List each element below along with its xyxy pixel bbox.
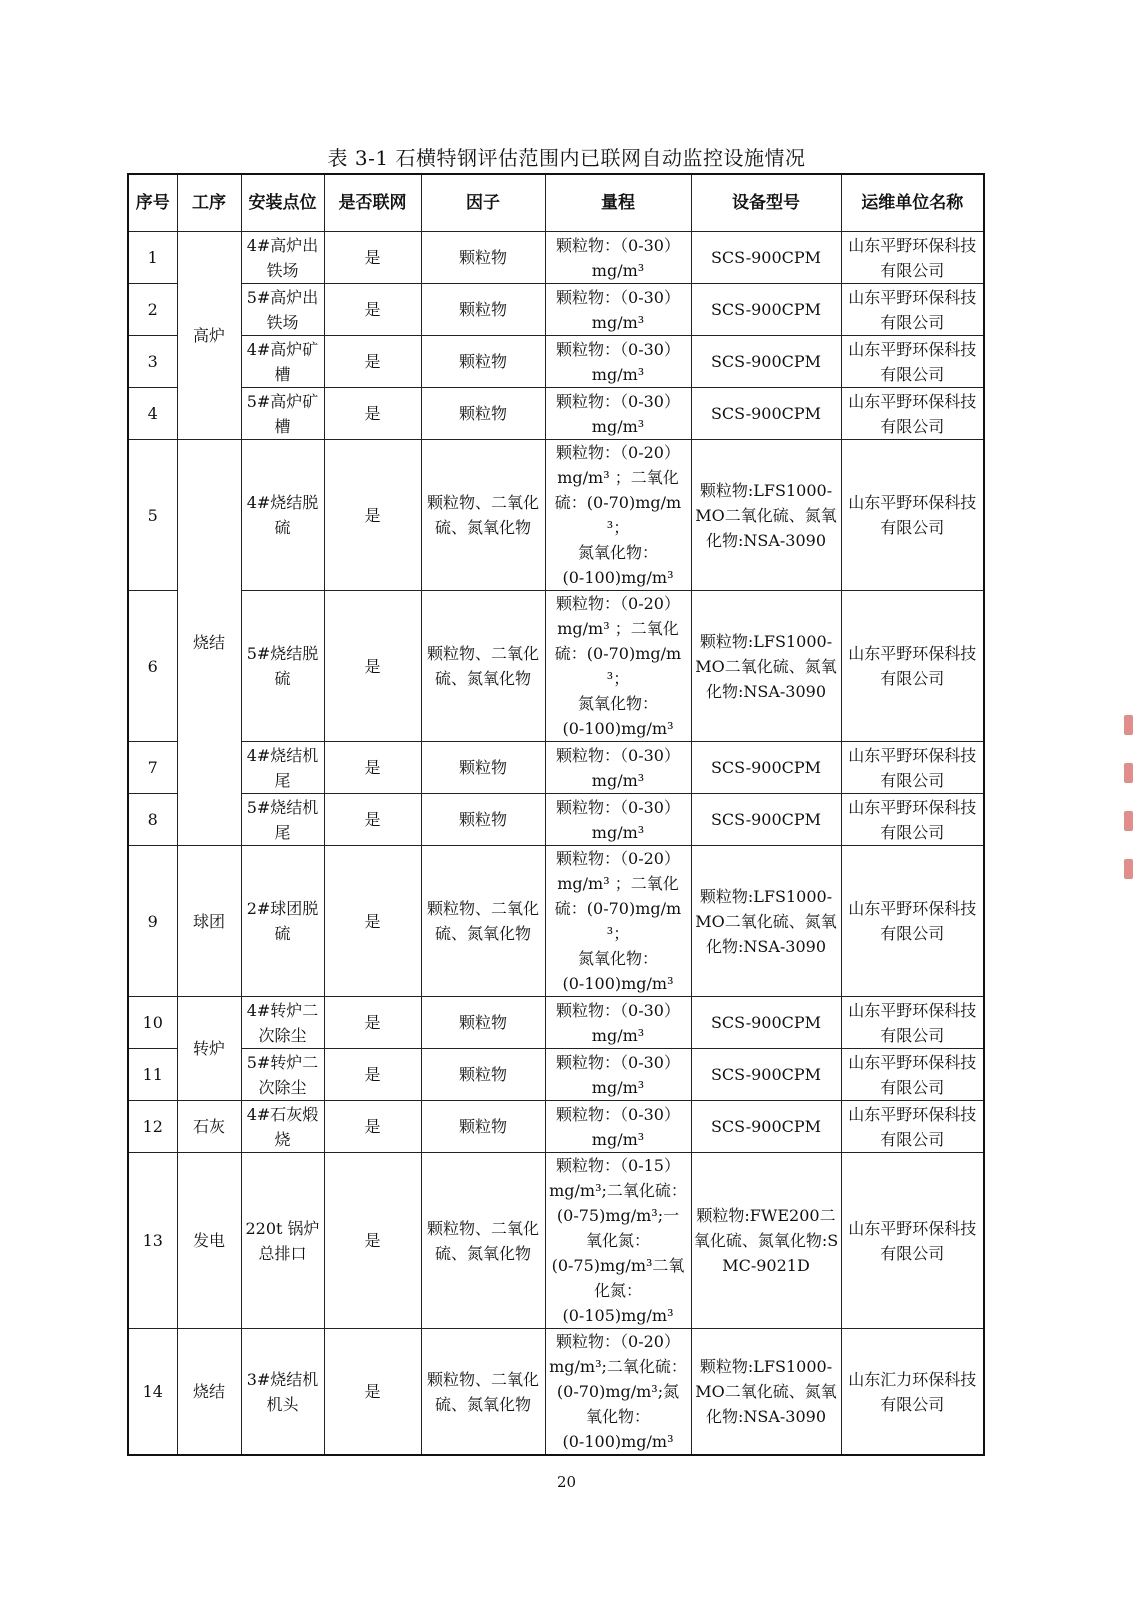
range-cell xyxy=(545,388,691,440)
model-cell: 颗粒物:LFS1000-MO二氧化硫、氮氧化物:NSA-3090 xyxy=(691,440,841,591)
model-cell: SCS-900CPM xyxy=(691,232,841,284)
range-line: 颗粒物：（0-30） xyxy=(556,391,680,411)
header-cell: 量程 xyxy=(545,174,691,232)
location-cell: 4#高炉矿槽 xyxy=(241,336,324,388)
range-cell xyxy=(545,997,691,1049)
range-line: 颗粒物：（0-30） xyxy=(556,1104,680,1124)
range-line: 颗粒物：（0-30） xyxy=(556,235,680,255)
row-number-cell: 11 xyxy=(128,1049,177,1101)
row-number-cell: 10 xyxy=(128,997,177,1049)
range-line: mg/m³ xyxy=(591,416,645,436)
process-cell: 烧结 xyxy=(177,440,241,846)
header-cell: 工序 xyxy=(177,174,241,232)
range-cell xyxy=(545,846,691,997)
range-line: 颗粒物：（0-30） xyxy=(556,1000,680,1020)
company-cell: 山东平野环保科技有限公司 xyxy=(841,846,984,997)
row-number-cell: 2 xyxy=(128,284,177,336)
range-line: 硫：(0-70)mg/m³； xyxy=(554,493,682,537)
range-line: mg/m³ ；二氧化 xyxy=(557,619,679,638)
location-cell: 5#烧结机尾 xyxy=(241,794,324,846)
company-cell: 山东平野环保科技有限公司 xyxy=(841,1049,984,1101)
process-cell: 转炉 xyxy=(177,997,241,1101)
range-line: 氮氧化物： xyxy=(577,694,658,713)
company-cell: 山东平野环保科技有限公司 xyxy=(841,232,984,284)
range-line: (0-70)mg/m³;氮 xyxy=(556,1382,680,1401)
model-cell: SCS-900CPM xyxy=(691,742,841,794)
factor-cell: 颗粒物 xyxy=(421,742,545,794)
networked-cell: 是 xyxy=(324,1049,421,1101)
row-number-cell: 12 xyxy=(128,1101,177,1153)
model-cell: 颗粒物:LFS1000-MO二氧化硫、氮氧化物:NSA-3090 xyxy=(691,846,841,997)
factor-cell: 颗粒物 xyxy=(421,284,545,336)
range-line: (0-75)mg/m³;一 xyxy=(556,1206,680,1225)
company-cell: 山东平野环保科技有限公司 xyxy=(841,742,984,794)
range-line: 硫：(0-70)mg/m³； xyxy=(554,899,682,943)
range-line: 颗粒物：（0-20） xyxy=(556,1332,680,1351)
range-line: mg/m³ ；二氧化 xyxy=(557,468,679,487)
model-cell: SCS-900CPM xyxy=(691,794,841,846)
range-line: (0-75)mg/m³二氧 xyxy=(551,1256,685,1275)
header-cell: 序号 xyxy=(128,174,177,232)
networked-cell: 是 xyxy=(324,846,421,997)
monitoring-table xyxy=(127,173,985,1456)
range-line: 氮氧化物： xyxy=(577,949,658,968)
model-cell: SCS-900CPM xyxy=(691,284,841,336)
range-line: mg/m³ xyxy=(591,364,645,384)
process-cell: 高炉 xyxy=(177,232,241,440)
table-row xyxy=(128,232,984,284)
range-cell xyxy=(545,1101,691,1153)
networked-cell: 是 xyxy=(324,1329,421,1456)
factor-cell: 颗粒物 xyxy=(421,232,545,284)
range-line: (0-100)mg/m³ xyxy=(562,719,674,738)
table-row xyxy=(128,284,984,336)
factor-cell: 颗粒物 xyxy=(421,1101,545,1153)
range-line: mg/m³ xyxy=(591,1077,645,1097)
company-cell: 山东平野环保科技有限公司 xyxy=(841,440,984,591)
range-line: mg/m³;二氧化硫： xyxy=(549,1357,687,1376)
range-line: 氧化氮： xyxy=(585,1231,650,1250)
factor-cell: 颗粒物、二氧化硫、氮氧化物 xyxy=(421,1153,545,1329)
company-cell: 山东汇力环保科技有限公司 xyxy=(841,1329,984,1456)
table-row xyxy=(128,388,984,440)
model-cell: SCS-900CPM xyxy=(691,336,841,388)
location-cell: 5#转炉二次除尘 xyxy=(241,1049,324,1101)
range-cell xyxy=(545,336,691,388)
row-number-cell: 3 xyxy=(128,336,177,388)
range-line: mg/m³ xyxy=(591,1129,645,1149)
table-row xyxy=(128,742,984,794)
table-header-row xyxy=(128,174,984,232)
table-row xyxy=(128,997,984,1049)
networked-cell: 是 xyxy=(324,1101,421,1153)
process-cell: 发电 xyxy=(177,1153,241,1329)
networked-cell: 是 xyxy=(324,997,421,1049)
range-cell xyxy=(545,1329,691,1456)
model-cell: SCS-900CPM xyxy=(691,1101,841,1153)
company-cell: 山东平野环保科技有限公司 xyxy=(841,591,984,742)
factor-cell: 颗粒物、二氧化硫、氮氧化物 xyxy=(421,1329,545,1456)
page-number: 20 xyxy=(556,1473,577,1491)
range-cell xyxy=(545,794,691,846)
range-line: mg/m³;二氧化硫： xyxy=(549,1181,687,1200)
location-cell: 2#球团脱硫 xyxy=(241,846,324,997)
range-line: mg/m³ xyxy=(591,260,645,280)
range-cell xyxy=(545,284,691,336)
process-cell: 球团 xyxy=(177,846,241,997)
company-cell: 山东平野环保科技有限公司 xyxy=(841,284,984,336)
range-line: 氧化物： xyxy=(585,1407,650,1426)
range-line: 化氮： xyxy=(593,1281,642,1300)
networked-cell: 是 xyxy=(324,591,421,742)
networked-cell: 是 xyxy=(324,336,421,388)
model-cell: 颗粒物:LFS1000-MO二氧化硫、氮氧化物:NSA-3090 xyxy=(691,591,841,742)
edge-stamp-marks xyxy=(1124,715,1133,907)
range-line: 颗粒物：（0-15） xyxy=(556,1156,680,1175)
range-line: 颗粒物：（0-30） xyxy=(556,1052,680,1072)
company-cell: 山东平野环保科技有限公司 xyxy=(841,1101,984,1153)
range-line: mg/m³ ；二氧化 xyxy=(557,874,679,893)
row-number-cell: 5 xyxy=(128,440,177,591)
range-cell xyxy=(545,1153,691,1329)
range-line: mg/m³ xyxy=(591,822,645,842)
location-cell: 4#烧结脱硫 xyxy=(241,440,324,591)
factor-cell: 颗粒物 xyxy=(421,794,545,846)
header-cell: 因子 xyxy=(421,174,545,232)
networked-cell: 是 xyxy=(324,1153,421,1329)
location-cell: 4#石灰煅烧 xyxy=(241,1101,324,1153)
range-line: 颗粒物：（0-20） xyxy=(556,594,680,613)
table-row xyxy=(128,1153,984,1329)
table-row xyxy=(128,336,984,388)
model-cell: 颗粒物:FWE200二氧化硫、氮氧化物:SMC-9021D xyxy=(691,1153,841,1329)
row-number-cell: 14 xyxy=(128,1329,177,1456)
range-line: (0-105)mg/m³ xyxy=(562,1306,674,1325)
range-line: 颗粒物：（0-30） xyxy=(556,745,680,765)
model-cell: SCS-900CPM xyxy=(691,1049,841,1101)
process-cell: 烧结 xyxy=(177,1329,241,1456)
range-line: 硫：(0-70)mg/m³； xyxy=(554,644,682,688)
company-cell: 山东平野环保科技有限公司 xyxy=(841,1153,984,1329)
range-line: (0-100)mg/m³ xyxy=(562,568,674,587)
range-line: 颗粒物：（0-30） xyxy=(556,797,680,817)
table-row xyxy=(128,794,984,846)
model-cell: 颗粒物:LFS1000-MO二氧化硫、氮氧化物:NSA-3090 xyxy=(691,1329,841,1456)
range-cell xyxy=(545,742,691,794)
location-cell: 5#烧结脱硫 xyxy=(241,591,324,742)
factor-cell: 颗粒物 xyxy=(421,997,545,1049)
factor-cell: 颗粒物 xyxy=(421,1049,545,1101)
range-cell xyxy=(545,591,691,742)
factor-cell: 颗粒物、二氧化硫、氮氧化物 xyxy=(421,440,545,591)
row-number-cell: 13 xyxy=(128,1153,177,1329)
table-row xyxy=(128,440,984,591)
range-cell xyxy=(545,232,691,284)
table-row xyxy=(128,1101,984,1153)
company-cell: 山东平野环保科技有限公司 xyxy=(841,388,984,440)
model-cell: SCS-900CPM xyxy=(691,388,841,440)
table-row xyxy=(128,591,984,742)
range-line: 颗粒物：（0-20） xyxy=(556,849,680,868)
factor-cell: 颗粒物、二氧化硫、氮氧化物 xyxy=(421,591,545,742)
factor-cell: 颗粒物、二氧化硫、氮氧化物 xyxy=(421,846,545,997)
range-line: 颗粒物：（0-30） xyxy=(556,339,680,359)
table-caption: 表 3-1 石横特钢评估范围内已联网自动监控设施情况 xyxy=(327,146,806,170)
header-cell: 运维单位名称 xyxy=(841,174,984,232)
networked-cell: 是 xyxy=(324,440,421,591)
row-number-cell: 9 xyxy=(128,846,177,997)
range-line: mg/m³ xyxy=(591,770,645,790)
row-number-cell: 7 xyxy=(128,742,177,794)
process-cell: 石灰 xyxy=(177,1101,241,1153)
networked-cell: 是 xyxy=(324,232,421,284)
header-cell: 设备型号 xyxy=(691,174,841,232)
range-cell xyxy=(545,1049,691,1101)
location-cell: 4#高炉出铁场 xyxy=(241,232,324,284)
factor-cell: 颗粒物 xyxy=(421,336,545,388)
range-line: 氮氧化物： xyxy=(577,543,658,562)
networked-cell: 是 xyxy=(324,388,421,440)
range-cell xyxy=(545,440,691,591)
header-cell: 是否联网 xyxy=(324,174,421,232)
company-cell: 山东平野环保科技有限公司 xyxy=(841,997,984,1049)
table-row xyxy=(128,1049,984,1101)
table-row xyxy=(128,1329,984,1456)
location-cell: 4#烧结机尾 xyxy=(241,742,324,794)
factor-cell: 颗粒物 xyxy=(421,388,545,440)
location-cell: 4#转炉二次除尘 xyxy=(241,997,324,1049)
range-line: (0-100)mg/m³ xyxy=(562,974,674,993)
location-cell: 3#烧结机机头 xyxy=(241,1329,324,1456)
range-line: 颗粒物：（0-20） xyxy=(556,443,680,462)
row-number-cell: 6 xyxy=(128,591,177,742)
range-line: 颗粒物：（0-30） xyxy=(556,287,680,307)
location-cell: 220t 锅炉总排口 xyxy=(241,1153,324,1329)
range-line: (0-100)mg/m³ xyxy=(562,1432,674,1451)
model-cell: SCS-900CPM xyxy=(691,997,841,1049)
range-line: mg/m³ xyxy=(591,312,645,332)
header-cell: 安装点位 xyxy=(241,174,324,232)
networked-cell: 是 xyxy=(324,284,421,336)
row-number-cell: 8 xyxy=(128,794,177,846)
networked-cell: 是 xyxy=(324,742,421,794)
row-number-cell: 1 xyxy=(128,232,177,284)
location-cell: 5#高炉出铁场 xyxy=(241,284,324,336)
company-cell: 山东平野环保科技有限公司 xyxy=(841,336,984,388)
row-number-cell: 4 xyxy=(128,388,177,440)
location-cell: 5#高炉矿槽 xyxy=(241,388,324,440)
range-line: mg/m³ xyxy=(591,1025,645,1045)
networked-cell: 是 xyxy=(324,794,421,846)
table-row xyxy=(128,846,984,997)
company-cell: 山东平野环保科技有限公司 xyxy=(841,794,984,846)
